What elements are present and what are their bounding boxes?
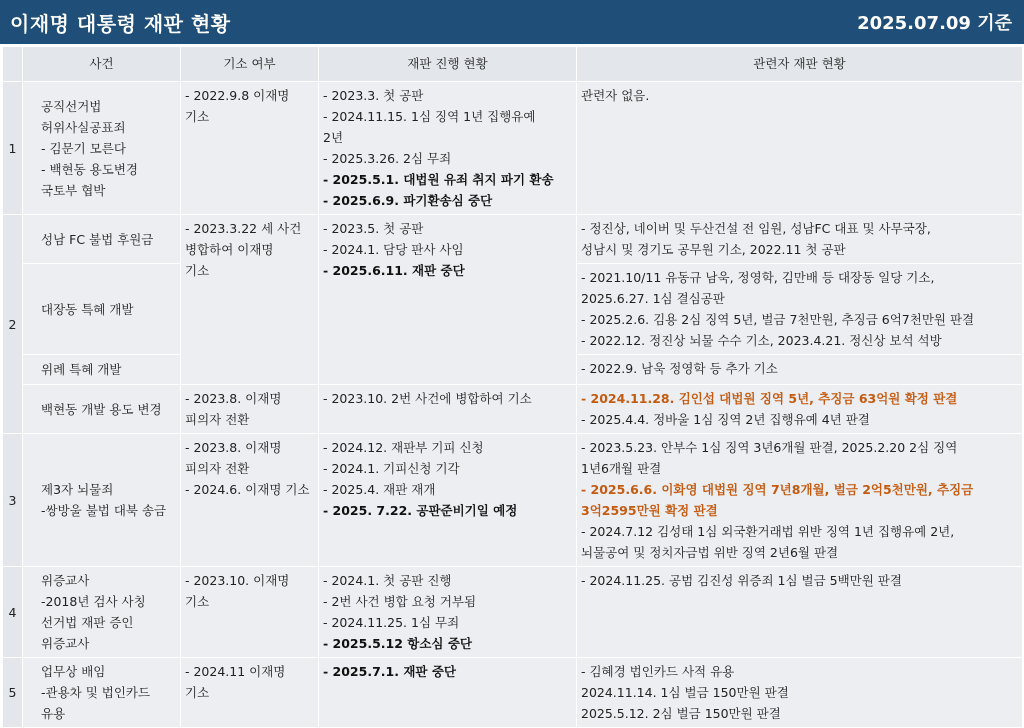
related-cell: - 정진상, 네이버 및 두산건설 전 임원, 성남FC 대표 및 사무국장, 성남시 및 경기도 공무원 기소, 2022.11 첫 공판 <box>577 215 1023 264</box>
case-cell: 위례 특혜 개발 <box>23 355 181 385</box>
title-bar <box>0 0 1024 44</box>
row-number: 2 <box>3 215 23 434</box>
progress-cell: - 2024.12. 재판부 기피 신청 - 2024.1. 기피신청 기각 - 2025.4. 재판 재개 - 2025. 7.22. 공판준비기일 예정 <box>319 434 577 567</box>
row-number: 3 <box>3 434 23 567</box>
case-cell: 업무상 배임 -관용차 및 법인카드 유용 <box>23 658 181 728</box>
related-cell: 관련자 없음. <box>577 82 1023 215</box>
related-cell: - 2024.11.28. 김인섭 대법원 징역 5년, 추징금 63억원 확정 판결 - 2025.4.4. 정바울 1심 징역 2년 집행유예 4년 판결 <box>577 385 1023 434</box>
related-cell: - 2021.10/11 유동규 남욱, 정영학, 김만배 등 대장동 일당 기소, 2025.6.27. 1심 결심공판 - 2025.2.6. 김용 2심 징역 5년, 벌금 7천만원, 추징금 6억7천만원 판결 - 2022.12. 정진상 뇌물 수수 기소, 2023.4.21. 정신상 보석 석방 <box>577 264 1023 355</box>
progress-cell: - 2025.7.1. 재판 중단 <box>319 658 577 728</box>
trial-status-table <box>2 46 1023 728</box>
case-cell: 제3자 뇌물죄 -쌍방울 불법 대북 송금 <box>23 434 181 567</box>
as-of-date: 2025.07.09 기준 <box>857 13 1012 34</box>
header-progress: 재판 진행 현황 <box>319 47 577 82</box>
related-cell: - 2023.5.23. 안부수 1심 징역 3년6개월 판결, 2025.2.20 2심 징역 1년6개월 판결 - 2025.6.6. 이화영 대법원 징역 7년8개월, 벌금 2억5천만원, 추징금 3억2595만원 확정 판결 - 2024.7.12 김성태 1심 외국환거래법 위반 징역 1년 집행유예 2년, 뇌물공여 및 정치자금법 위반 징역 2년6월 판결 <box>577 434 1023 567</box>
indictment-cell: - 2023.10. 이재명 기소 <box>181 567 319 658</box>
related-cell: - 2022.9. 남욱 정영학 등 추가 기소 <box>577 355 1023 385</box>
table-row <box>3 215 1023 264</box>
header-related: 관련자 재판 현황 <box>577 47 1023 82</box>
header-case: 사건 <box>23 47 181 82</box>
row-number: 5 <box>3 658 23 728</box>
table-row <box>3 434 1023 567</box>
indictment-cell: - 2023.8. 이재명 피의자 전환 <box>181 385 319 434</box>
case-cell: 위증교사 -2018년 검사 사칭 선거법 재판 증인 위증교사 <box>23 567 181 658</box>
indictment-cell: - 2023.8. 이재명 피의자 전환 - 2024.6. 이재명 기소 <box>181 434 319 567</box>
case-cell: 백현동 개발 용도 변경 <box>23 385 181 434</box>
related-cell: - 2024.11.25. 공범 김진성 위증죄 1심 벌금 5백만원 판결 <box>577 567 1023 658</box>
header-indictment: 기소 여부 <box>181 47 319 82</box>
case-cell: 공직선거법 허위사실공표죄 - 김문기 모른다 - 백현동 용도변경 국토부 협박 <box>23 82 181 215</box>
page-title: 이재명 대통령 재판 현황 <box>10 11 231 36</box>
progress-cell: - 2023.5. 첫 공판 - 2024.1. 담당 판사 사임 - 2025.6.11. 재판 중단 <box>319 215 577 385</box>
row-number: 4 <box>3 567 23 658</box>
indictment-cell: - 2023.3.22 세 사건 병합하여 이재명 기소 <box>181 215 319 385</box>
table-row <box>3 82 1023 215</box>
table-row <box>3 658 1023 728</box>
table-row <box>3 567 1023 658</box>
row-number: 1 <box>3 82 23 215</box>
table-row <box>3 385 1023 434</box>
progress-cell: - 2023.10. 2번 사건에 병합하여 기소 <box>319 385 577 434</box>
table-header-row <box>3 47 1023 82</box>
indictment-cell: - 2024.11 이재명 기소 <box>181 658 319 728</box>
progress-cell: - 2024.1. 첫 공판 진행 - 2번 사건 병합 요청 거부됨 - 2024.11.25. 1심 무죄 - 2025.5.12 항소심 중단 <box>319 567 577 658</box>
header-num <box>3 47 23 82</box>
case-cell: 대장동 특혜 개발 <box>23 264 181 355</box>
indictment-cell: - 2022.9.8 이재명 기소 <box>181 82 319 215</box>
progress-cell: - 2023.3. 첫 공판 - 2024.11.15. 1심 징역 1년 집행유예 2년 - 2025.3.26. 2심 무죄 - 2025.5.1. 대법원 유죄 취지 파기 환송 - 2025.6.9. 파기환송심 중단 <box>319 82 577 215</box>
case-cell: 성남 FC 불법 후원금 <box>23 215 181 264</box>
related-cell: - 김혜경 법인카드 사적 유용 2024.11.14. 1심 벌금 150만원 판결 2025.5.12. 2심 벌금 150만원 판결 <box>577 658 1023 728</box>
